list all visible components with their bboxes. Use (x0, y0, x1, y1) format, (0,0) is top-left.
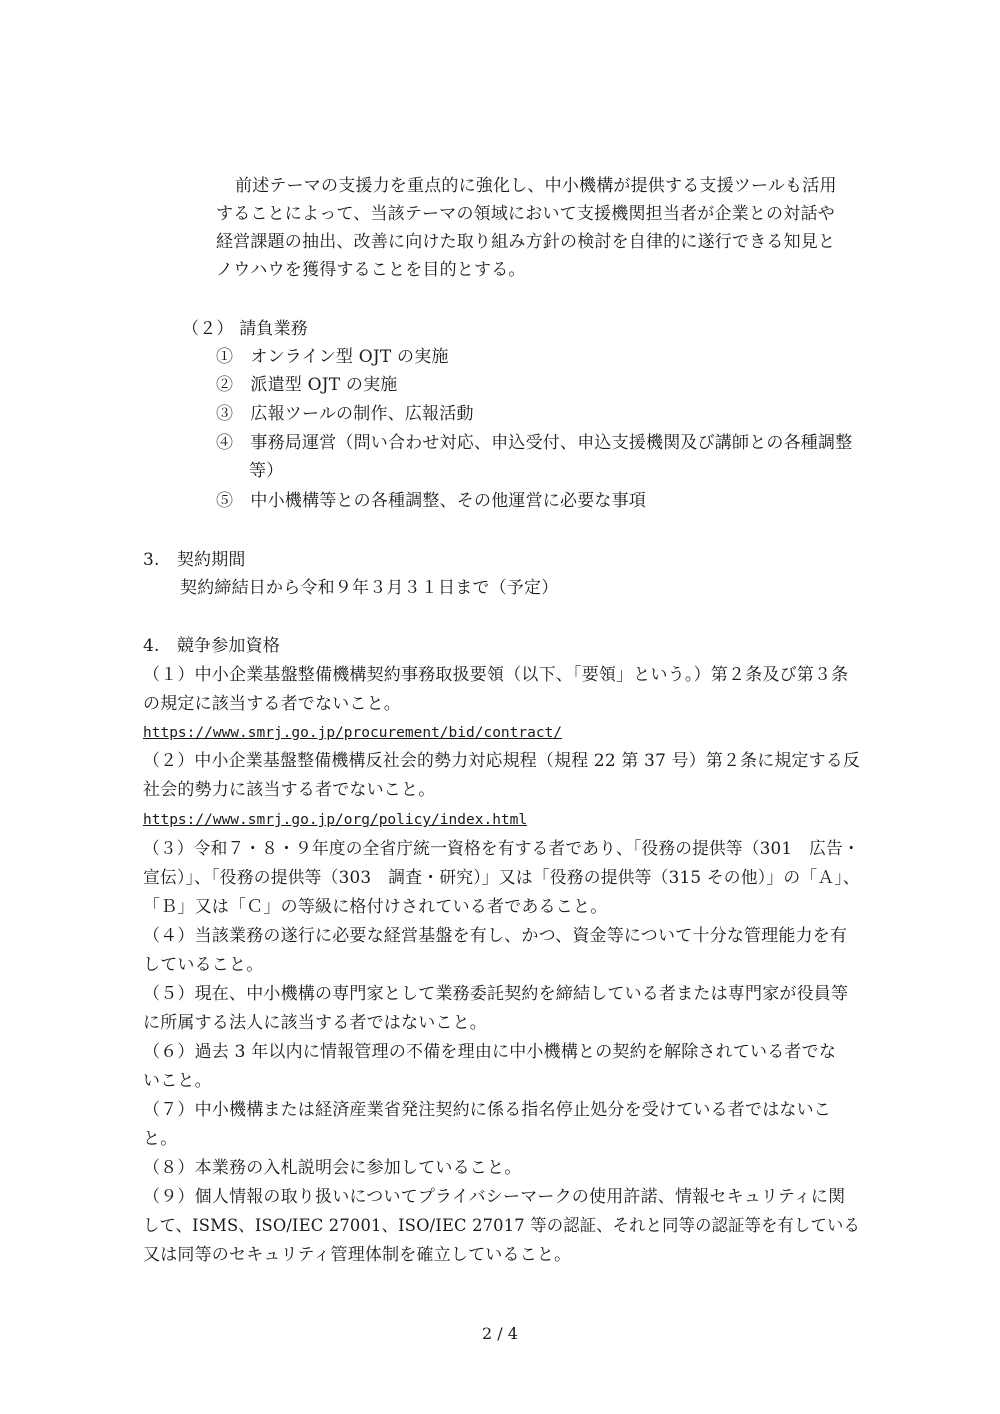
purpose-line: 前述テーマの支援力を重点的に強化し、中小機構が提供する支援ツールも活用 (235, 176, 837, 196)
list-item: ② 派遣型 OJT の実施 (216, 375, 398, 395)
list-item: ④ 事務局運営（問い合わせ対応、申込受付、申込支援機関及び講師との各種調整 (216, 433, 853, 453)
qualification-line: と。 (143, 1129, 178, 1149)
purpose-line: 経営課題の抽出、改善に向けた取り組み方針の検討を自律的に遂行できる知見と (216, 232, 836, 252)
qualification-line: いこと。 (143, 1071, 212, 1091)
regulation-link[interactable]: https://www.smrj.go.jp/procurement/bid/contract/ (143, 725, 563, 741)
page-number: 2 / 4 (482, 1324, 518, 1343)
qualification-line: に所属する法人に該当する者ではないこと。 (143, 1013, 487, 1033)
qualification-line: （３）令和７・８・９年度の全省庁統一資格を有する者であり、「役務の提供等（301 広告・ (143, 839, 860, 859)
list-item-continuation: 等） (249, 461, 284, 481)
qualification-line: （９）個人情報の取り扱いについてプライバシーマークの使用許諾、情報セキュリティに関 (143, 1187, 846, 1207)
section-heading: 3. 契約期間 (143, 550, 246, 570)
qualification-line: （２）中小企業基盤整備機構反社会的勢力対応規程（規程 22 第 37 号）第２条に規定する反 (143, 751, 861, 771)
purpose-line: することによって、当該テーマの領域において支援機関担当者が企業との対話や (216, 204, 835, 224)
section-heading: （２） 請負業務 (182, 319, 309, 339)
purpose-line: ノウハウを獲得することを目的とする。 (216, 260, 526, 280)
qualification-line: （４）当該業務の遂行に必要な経営基盤を有し、かつ、資金等について十分な管理能力を有 (143, 926, 848, 946)
policy-link[interactable]: https://www.smrj.go.jp/org/policy/index.html (143, 812, 528, 828)
qualification-line: （７）中小機構または経済産業省発注契約に係る指名停止処分を受けている者ではないこ (143, 1100, 831, 1120)
qualification-line: 又は同等のセキュリティ管理体制を確立していること。 (143, 1245, 572, 1265)
qualification-line: して、ISMS、ISO/IEC 27001、ISO/IEC 27017 等の認証、それと同等の認証等を有している (143, 1216, 861, 1236)
list-item: ① オンライン型 OJT の実施 (216, 347, 449, 367)
qualification-line: 社会的勢力に該当する者でないこと。 (143, 780, 436, 800)
qualification-line: （８）本業務の入札説明会に参加していること。 (143, 1158, 522, 1178)
qualification-line: の規定に該当する者でないこと。 (143, 694, 401, 714)
section-heading: 4. 競争参加資格 (143, 636, 281, 656)
qualification-line: 「Ｂ」又は「Ｃ」の等級に格付けされている者であること。 (143, 897, 608, 917)
qualification-line: 宣伝）」、「役務の提供等（303 調査・研究）」又は「役務の提供等（315 その他）」の「Ａ」、 (143, 868, 860, 888)
qualification-line: （５）現在、中小機構の専門家として業務委託契約を締結している者または専門家が役員等 (143, 984, 849, 1004)
list-item: ③ 広報ツールの制作、広報活動 (216, 404, 474, 424)
list-item: ⑤ 中小機構等との各種調整、その他運営に必要な事項 (216, 491, 646, 511)
qualification-line: （１）中小企業基盤整備機構契約事務取扱要領（以下、「要領」という。）第２条及び第３条 (143, 665, 849, 685)
section-body: 契約締結日から令和９年３月３１日まで（予定） (180, 578, 559, 598)
qualification-line: していること。 (143, 955, 264, 975)
qualification-line: （６）過去 3 年以内に情報管理の不備を理由に中小機構との契約を解除されている者でな (143, 1042, 837, 1062)
